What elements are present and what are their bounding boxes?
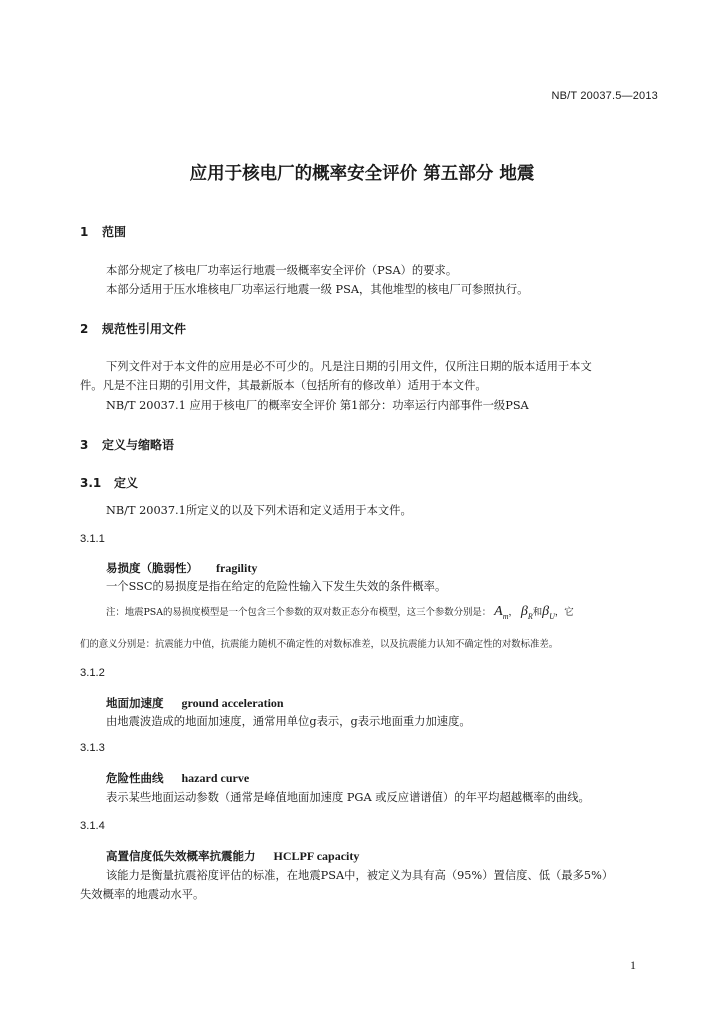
term-fragility-definition: 一个SSC的易损度是指在给定的危险性输入下发生失效的条件概率。 [106,580,447,593]
clause-3-1-text: NB/T 20037.1所定义的以及下列术语和定义适用于本文件。 [106,504,412,517]
term-hazard-curve-definition: 表示某些地面运动参数（通常是峰值地面加速度 PGA 或反应谱谱值）的年平均超越概率的曲线。 [106,791,590,804]
section-2-heading [80,320,186,337]
term-hclpf-capacity [106,848,359,864]
term-hclpf-definition-line-2: 失效概率的地震动水平。 [80,888,205,901]
clause-3-1-2-number: 3.1.2 [80,667,105,679]
term-hclpf-definition-line-1: 该能力是衡量抗震裕度评估的标准，在地震PSA中，被定义为具有高（95%）置信度、低（最多5%） [106,869,614,882]
clause-3-1-heading [80,474,138,491]
term-fragility-en: fragility [216,561,258,575]
clause-3-1-1-number: 3.1.1 [80,533,105,545]
term-hazard-curve [106,770,249,786]
normative-reference: NB/T 20037.1 应用于核电厂的概率安全评价 第1部分：功率运行内部事件一级PSA [106,399,529,412]
section-3-number: 3 [80,438,89,452]
symbol-beta-r: $\beta_R$ [520,604,533,621]
fragility-note-line-2: 们的意义分别是：抗震能力中值，抗震能力随机不确定性的对数标准差，以及抗震能力认知不确定性的对数标准差。 [80,639,559,650]
term-hclpf-zh: 高置信度低失效概率抗震能力 [106,849,256,863]
term-fragility [106,560,257,576]
term-hazard-curve-en: hazard curve [181,771,250,785]
section-2-number: 2 [80,322,89,336]
section-2-paragraph-line-1: 下列文件对于本文件的应用是必不可少的。凡是注日期的引用文件，仅所注日期的版本适用于本文 [106,360,592,373]
term-hazard-curve-zh: 危险性曲线 [106,771,164,785]
term-ground-acceleration [106,695,284,711]
section-1-number: 1 [80,225,89,239]
fragility-note-text: 注：地震PSA的易损度模型是一个包含三个参数的双对数正态分布模型，这三个参数分别是： [106,607,492,618]
term-hclpf-en: HCLPF capacity [273,849,360,863]
page-number: 1 [630,958,636,972]
symbol-am: $A_m$ [494,604,509,621]
section-2-title: 规范性引用文件 [102,322,187,336]
clause-3-1-title: 定义 [114,476,139,490]
note-separator: ， [508,607,518,618]
section-1-paragraph-1: 本部分规定了核电厂功率运行地震一级概率安全评价（PSA）的要求。 [106,264,458,277]
page-title: 应用于核电厂的概率安全评价 第五部分 地震 [189,164,535,184]
term-ground-acceleration-definition: 由地震波造成的地面加速度，通常用单位g表示，g表示地面重力加速度。 [106,715,471,728]
note-and-word: 和 [532,607,543,618]
clause-3-1-3-number: 3.1.3 [80,742,105,754]
section-3-heading [80,436,174,453]
document-code: NB/T 20037.5—2013 [551,90,658,102]
term-ground-acceleration-zh: 地面加速度 [106,696,164,710]
section-2-paragraph-line-2: 件。凡是不注日期的引用文件，其最新版本（包括所有的修改单）适用于本文件。 [80,379,487,392]
term-fragility-zh: 易损度（脆弱性） [106,561,198,575]
section-1-paragraph-2: 本部分适用于压水堆核电厂功率运行地震一级 PSA，其他堆型的核电厂可参照执行。 [106,283,529,296]
symbol-beta-u: $\beta_U$ [542,604,555,621]
section-3-title: 定义与缩略语 [102,438,175,452]
section-1-title: 范围 [102,225,127,239]
fragility-note-line-1 [106,604,574,621]
term-ground-acceleration-en: ground acceleration [181,696,284,710]
clause-3-1-4-number: 3.1.4 [80,820,105,832]
clause-3-1-number: 3.1 [80,476,102,490]
section-1-heading [80,223,126,240]
note-line-end: ，它 [554,607,574,618]
